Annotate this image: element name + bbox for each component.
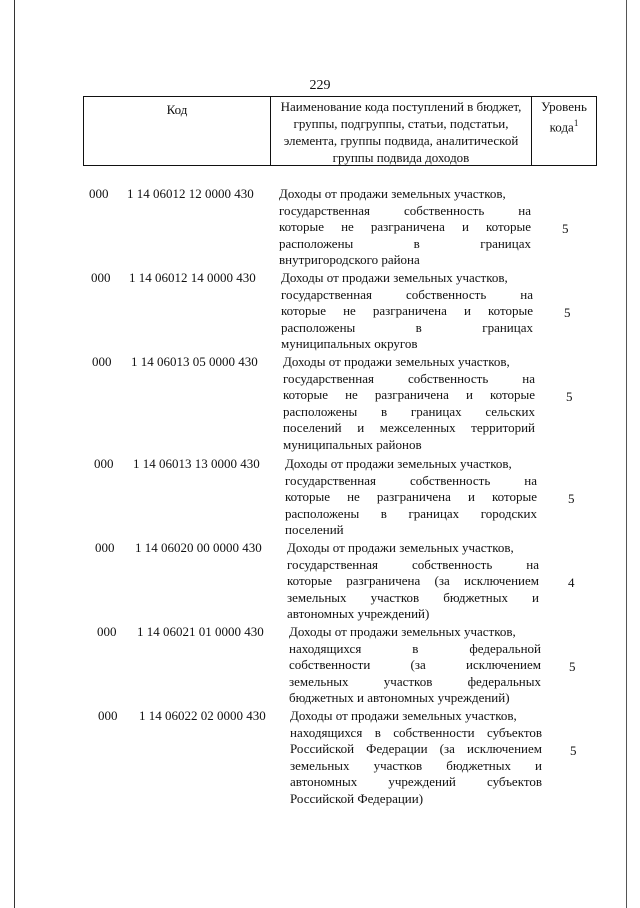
description-line: расположены в границах городских — [285, 505, 537, 521]
table-header — [83, 96, 597, 166]
revenue-code: 1 14 06012 12 0000 430 — [127, 186, 254, 201]
revenue-code: 1 14 06020 00 0000 430 — [135, 540, 262, 555]
description-line: Доходы от продажи земельных участков, — [279, 186, 506, 201]
description-line: Доходы от продажи земельных участков, — [283, 354, 510, 369]
revenue-code: 1 14 06013 13 0000 430 — [133, 456, 260, 471]
admin-code: 000 — [91, 270, 111, 285]
description-line: автономных учреждений) — [287, 606, 430, 621]
description-line: государственная собственность на — [287, 556, 539, 572]
description-line: Доходы от продажи земельных участков, — [287, 540, 514, 555]
header-level-footnote: 1 — [573, 118, 579, 128]
code-level: 5 — [568, 491, 575, 506]
revenue-description — [287, 540, 539, 623]
code-level: 5 — [564, 305, 571, 320]
description-line: муниципальных районов — [283, 436, 422, 452]
admin-code: 000 — [92, 354, 112, 369]
revenue-description — [283, 354, 535, 453]
description-line: автономных учреждений субъектов — [290, 774, 542, 789]
revenue-code: 1 14 06021 01 0000 430 — [137, 624, 264, 639]
description-line: которые разграничена (за исключением — [287, 573, 539, 588]
description-line: муниципальных округов — [281, 336, 418, 351]
revenue-code: 1 14 06012 14 0000 430 — [129, 270, 256, 285]
description-line: Доходы от продажи земельных участков, — [281, 270, 508, 285]
description-line: которые не разграничена и которые — [281, 303, 533, 318]
description-line: земельных участков федеральных — [289, 673, 541, 689]
revenue-code: 1 14 06013 05 0000 430 — [131, 354, 258, 369]
description-line: Доходы от продажи земельных участков, — [285, 456, 512, 471]
header-code: Код — [84, 97, 271, 165]
header-level — [532, 97, 596, 165]
description-line: Российской Федерации (за исключением — [290, 741, 542, 756]
description-line: государственная собственность на — [285, 472, 537, 488]
description-line: расположены в границах — [281, 319, 533, 335]
description-line: Доходы от продажи земельных участков, — [289, 624, 516, 639]
description-line: государственная собственность на — [281, 286, 533, 302]
admin-code: 000 — [89, 186, 109, 201]
description-line: находящихся в федеральной — [289, 640, 541, 656]
description-line: которые не разграничена и которые — [279, 219, 531, 234]
code-level: 5 — [566, 389, 573, 404]
revenue-description — [285, 456, 537, 539]
description-line: поселений и межселенных территорий — [283, 420, 535, 435]
admin-code: 000 — [95, 540, 115, 555]
description-line: Российской Федерации) — [290, 790, 424, 806]
description-line: бюджетных и автономных учреждений) — [289, 690, 510, 705]
header-name: Наименование кода поступлений в бюджет, группы, подгруппы, статьи, подстатьи, элемента, группы подвида, аналитической группы подвида доходов — [271, 97, 532, 165]
revenue-description — [281, 270, 533, 353]
revenue-description — [290, 708, 542, 807]
code-level: 4 — [568, 575, 575, 590]
page-number: 229 — [309, 78, 331, 93]
description-line: находящихся в собственности субъектов — [290, 724, 542, 740]
code-level: 5 — [562, 221, 569, 236]
code-level: 5 — [570, 743, 577, 758]
revenue-description — [289, 624, 541, 707]
description-line: поселений — [285, 522, 344, 537]
description-line: расположены в границах — [279, 235, 531, 251]
admin-code: 000 — [97, 624, 117, 639]
page-left-edge — [14, 0, 15, 908]
description-line: земельных участков бюджетных и — [290, 757, 542, 773]
description-line: государственная собственность на — [283, 370, 535, 386]
description-line: земельных участков бюджетных и — [287, 589, 539, 605]
description-line: собственности (за исключением — [289, 657, 541, 672]
description-line: Доходы от продажи земельных участков, — [290, 708, 517, 723]
revenue-code: 1 14 06022 02 0000 430 — [139, 708, 266, 723]
revenue-description — [279, 186, 531, 269]
header-level-label: Уровень кода — [541, 99, 587, 135]
description-line: расположены в границах сельских — [283, 403, 535, 419]
description-line: которые не разграничена и которые — [285, 489, 537, 504]
description-line: которые не разграничена и которые — [283, 387, 535, 402]
description-line: внутригородского района — [279, 252, 420, 267]
code-level: 5 — [569, 659, 576, 674]
page-right-edge — [626, 0, 627, 908]
description-line: государственная собственность на — [279, 202, 531, 218]
admin-code: 000 — [98, 708, 118, 723]
admin-code: 000 — [94, 456, 114, 471]
